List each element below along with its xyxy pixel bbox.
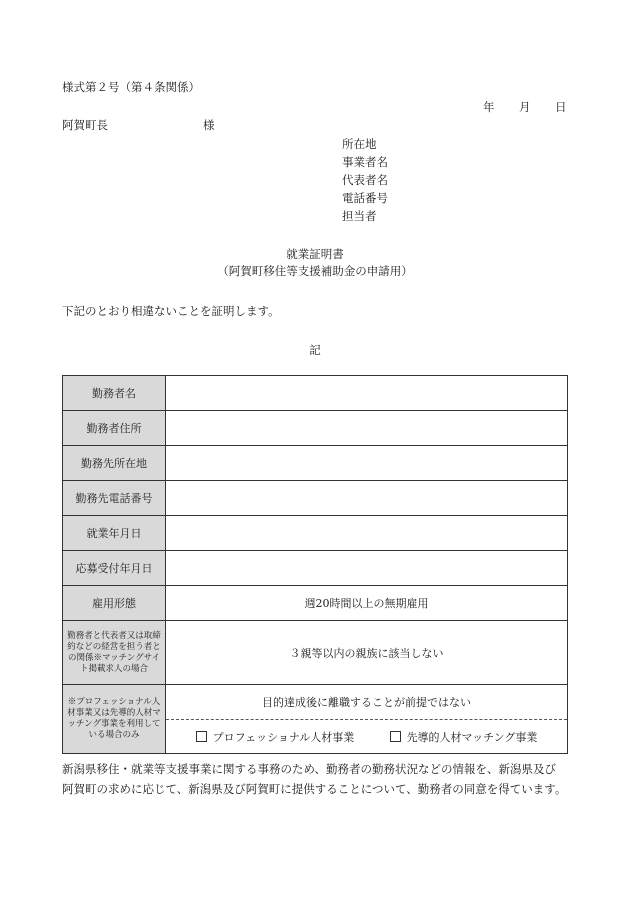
row-value[interactable] (166, 411, 568, 446)
row-label: 就業年月日 (63, 516, 166, 551)
consent-note-line-1: 新潟県移住・就業等支援事業に関する事務のため、勤務者の勤務状況などの情報を、新潟県及び (62, 762, 557, 776)
checkbox-square-icon[interactable] (390, 731, 401, 742)
table-row (63, 586, 568, 621)
applicant-field-phone: 電話番号 (342, 191, 388, 205)
row-label: 勤務者住所 (63, 411, 166, 446)
row-label: 勤務者と代表者又は取締約などの経営を担う者との関係※マッチングサイト掲載求人の場合 (63, 621, 166, 685)
table-row (63, 376, 568, 411)
applicant-field-contact: 担当者 (342, 209, 377, 223)
applicant-field-address: 所在地 (342, 137, 377, 151)
purpose-statement-text: 目的達成後に離職することが前提ではない (262, 696, 471, 709)
row-value[interactable] (166, 551, 568, 586)
addressee: 阿賀町長 (62, 118, 108, 132)
leading-matching-checkbox[interactable] (390, 729, 538, 745)
applicant-field-representative: 代表者名 (342, 173, 388, 187)
ki-heading: 記 (309, 343, 321, 357)
addressee-honorific: 様 (203, 118, 215, 132)
table-row (63, 411, 568, 446)
table-row (63, 516, 568, 551)
document-title: 就業証明書 (286, 247, 344, 261)
row-value[interactable] (166, 446, 568, 481)
row-value[interactable] (166, 481, 568, 516)
program-checkbox-group (166, 720, 567, 753)
row-value: 週20時間以上の無期雇用 (166, 586, 568, 621)
row-value[interactable] (166, 376, 568, 411)
table-row (63, 481, 568, 516)
document-subtitle: （阿賀町移住等支援補助金の申請用） (217, 264, 413, 278)
certificate-table (62, 375, 568, 754)
table-row (63, 446, 568, 481)
row-label: 応募受付年月日 (63, 551, 166, 586)
table-row (63, 551, 568, 586)
table-row (63, 621, 568, 685)
applicant-field-business-name: 事業者名 (342, 155, 388, 169)
date-year-label: 年 (483, 100, 495, 114)
purpose-statement (166, 685, 567, 720)
checkbox-square-icon[interactable] (196, 731, 207, 742)
date-month-label: 月 (519, 100, 531, 114)
row-value: ３親等以内の親族に該当しない (166, 621, 568, 685)
row-label: 雇用形態 (63, 586, 166, 621)
row-value[interactable] (166, 516, 568, 551)
row-label: 勤務先所在地 (63, 446, 166, 481)
row-value-split (166, 685, 568, 754)
date-day-label: 日 (555, 100, 567, 114)
professional-talent-checkbox[interactable] (196, 729, 355, 745)
row-label: ※プロフェッショナル人材事業又は先導的人材マッチング事業を利用している場合のみ (63, 685, 166, 754)
consent-note-line-2: 阿賀町の求めに応じて、新潟県及び阿賀町に提供することについて、勤務者の同意を得ています。 (62, 782, 567, 796)
checkbox-label: プロフェッショナル人材事業 (212, 730, 355, 744)
form-number: 様式第２号（第４条関係） (62, 80, 200, 94)
checkbox-label: 先導的人材マッチング事業 (406, 730, 538, 744)
row-label: 勤務先電話番号 (63, 481, 166, 516)
table-row (63, 685, 568, 754)
certification-statement: 下記のとおり相違ないことを証明します。 (62, 304, 280, 318)
row-label: 勤務者名 (63, 376, 166, 411)
